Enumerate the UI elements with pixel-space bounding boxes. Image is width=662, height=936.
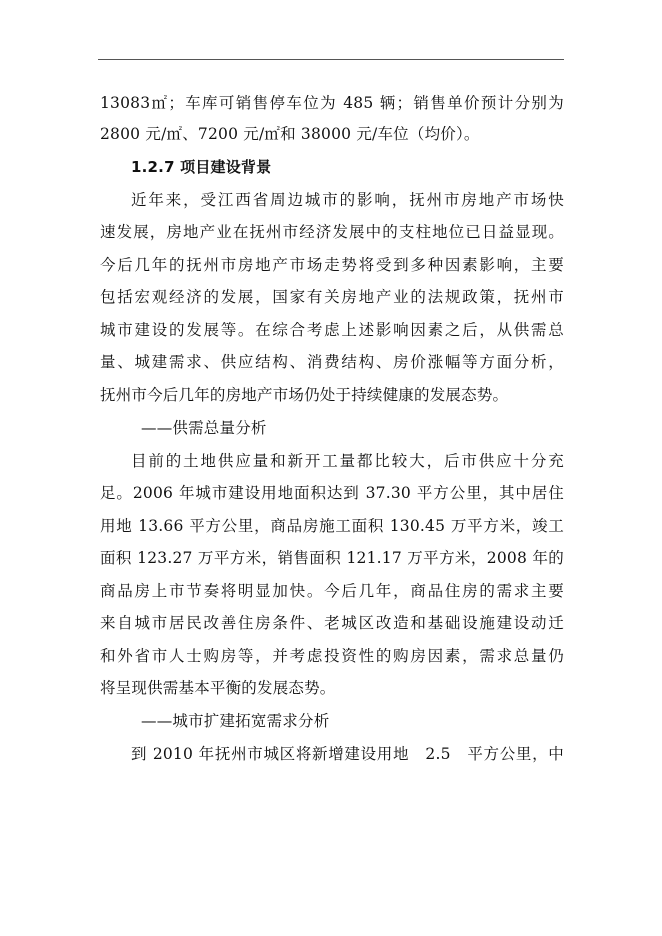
subsection-heading-urban-expansion: ——城市扩建拓宽需求分析 xyxy=(141,712,330,730)
text-line-1: 13083㎡；车库可销售停车位为 485 辆；销售单价预计分别为 xyxy=(100,94,564,112)
text-line-15: 面积 123.27 万平方米，销售面积 121.17 万平方米，2008 年的 xyxy=(100,549,564,567)
text-line-17: 来自城市居民改善住房条件、老城区改造和基础设施建设动迁 xyxy=(100,614,564,632)
text-line-18: 和外省市人士购房等，并考虑投资性的购房因素，需求总量仍 xyxy=(100,647,564,665)
text-line-5: 速发展，房地产业在抚州市经济发展中的支柱地位已日益显现。 xyxy=(100,223,564,241)
header-divider xyxy=(98,59,564,60)
text-line-6: 今后几年的抚州市房地产市场走势将受到多种因素影响，主要 xyxy=(100,256,564,274)
text-line-10: 抚州市今后几年的房地产市场仍处于持续健康的发展态势。 xyxy=(100,386,509,404)
text-line-13: 足。2006 年城市建设用地面积达到 37.30 平方公里，其中居住 xyxy=(100,484,564,502)
section-heading: 1.2.7 项目建设背景 xyxy=(131,158,272,176)
subsection-heading-supply-demand: ——供需总量分析 xyxy=(141,419,267,437)
text-line-12: 目前的土地供应量和新开工量都比较大，后市供应十分充 xyxy=(131,452,564,470)
text-line-4: 近年来，受江西省周边城市的影响，抚州市房地产市场快 xyxy=(131,191,564,209)
text-line-16: 商品房上市节奏将明显加快。今后几年，商品住房的需求主要 xyxy=(100,582,564,600)
text-line-19: 将呈现供需基本平衡的发展态势。 xyxy=(100,679,336,697)
text-line-7: 包括宏观经济的发展，国家有关房地产业的法规政策，抚州市 xyxy=(100,288,564,306)
text-line-21: 到 2010 年抚州市城区将新增建设用地 2.5 平方公里，中 xyxy=(131,745,564,763)
text-line-8: 城市建设的发展等。在综合考虑上述影响因素之后，从供需总 xyxy=(100,321,564,339)
text-line-9: 量、城建需求、供应结构、消费结构、房价涨幅等方面分析， xyxy=(100,353,564,371)
text-line-14: 用地 13.66 平方公里，商品房施工面积 130.45 万平方米，竣工 xyxy=(100,517,564,535)
text-line-2: 2800 元/㎡、7200 元/㎡和 38000 元/车位（均价）。 xyxy=(100,125,480,143)
